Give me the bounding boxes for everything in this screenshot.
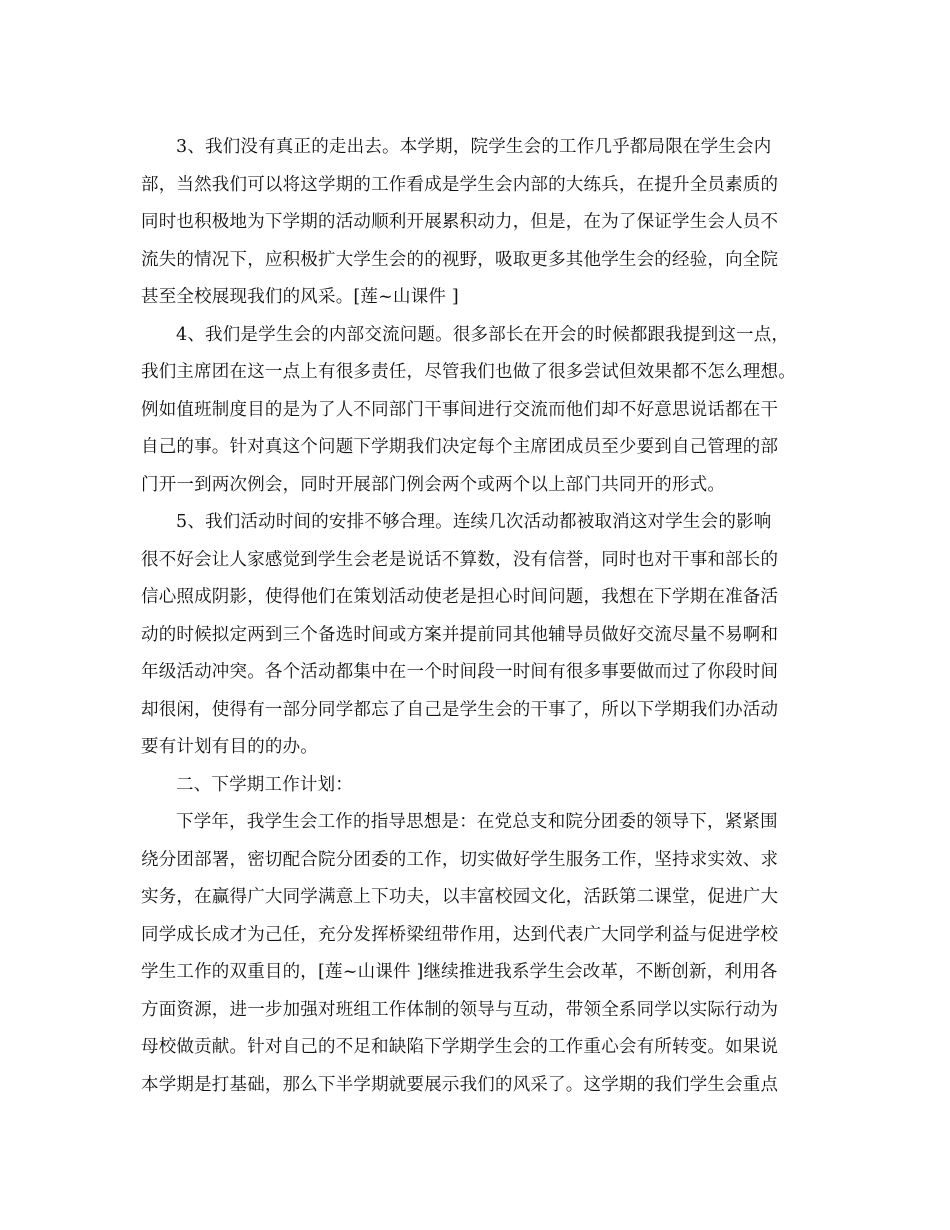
text-line: 部，当然我们可以将这学期的工作看成是学生会内部的大练兵，在提升全员素质的 xyxy=(141,174,779,195)
document-body xyxy=(141,129,813,1104)
text-line: 4、我们是学生会的内部交流问题。很多部长在开会的时候都跟我提到这一点， xyxy=(176,324,790,345)
text-line: 自己的事。针对真这个问题下学期我们决定每个主席团成员至少要到自己管理的部 xyxy=(141,437,779,457)
text-line: 实务，在赢得广大同学满意上下功夫，以丰富校园文化，活跃第二课堂，促进广大 xyxy=(141,887,779,907)
text-line: 母校做贡献。针对自己的不足和缺陷下学期学生会的工作重心会有所转变。如果说 xyxy=(141,1037,779,1057)
text-line: 例如值班制度目的是为了人不同部门干事间进行交流而他们却不好意思说话都在干 xyxy=(141,399,779,420)
text-line: 年级活动冲突。各个活动都集中在一个时间段一时间有很多事要做而过了你段时间 xyxy=(141,662,779,682)
text-line: 甚至全校展现我们的风采。[莲~山课件 ] xyxy=(141,287,459,307)
text-line: 很不好会让人家感觉到学生会老是说话不算数，没有信誉，同时也对干事和部长的 xyxy=(141,549,779,570)
text-line: 5、我们活动时间的安排不够合理。连续几次活动都被取消这对学生会的影响 xyxy=(176,512,772,532)
text-line: 本学期是打基础，那么下半学期就要展示我们的风采了。这学期的我们学生会重点 xyxy=(141,1074,779,1095)
text-line: 同时也积极地为下学期的活动顺利开展累积动力，但是，在为了保证学生会人员不 xyxy=(141,212,779,232)
text-line: 门开一到两次例会，同时开展部门例会两个或两个以上部门共同开的形式。 xyxy=(141,474,726,495)
text-line: 我们主席团在这一点上有很多责任，尽管我们也做了很多尝试但效果都不怎么理想。 xyxy=(141,362,796,382)
text-line: 动的时候拟定两到三个备选时间或方案并提前同其他辅导员做好交流尽量不易啊和 xyxy=(141,624,779,645)
text-line: 要有计划有目的的办。 xyxy=(141,737,318,757)
text-line: 3、我们没有真正的走出去。本学期，院学生会的工作几乎都局限在学生会内 xyxy=(176,137,772,157)
text-line: 绕分团部署，密切配合院分团委的工作，切实做好学生服务工作，坚持求实效、求 xyxy=(141,849,779,870)
section-heading: 二、下学期工作计划： xyxy=(176,774,353,795)
text-line: 却很闲，使得有一部分同学都忘了自己是学生会的干事了，所以下学期我们办活动 xyxy=(141,699,779,720)
text-line: 同学成长成才为己任，充分发挥桥梁纽带作用，达到代表广大同学利益与促进学校 xyxy=(141,924,779,945)
text-line: 学生工作的双重目的，[莲~山课件 ]继续推进我系学生会改革，不断创新，利用各 xyxy=(141,962,778,982)
text-line: 下学年，我学生会工作的指导思想是：在党总支和院分团委的领导下，紧紧围 xyxy=(176,812,778,832)
text-line: 流失的情况下，应积极扩大学生会的的视野，吸取更多其他学生会的经验，向全院 xyxy=(141,249,779,270)
text-line: 方面资源，进一步加强对班组工作体制的领导与互动，带领全系同学以实际行动为 xyxy=(141,999,779,1020)
text-line: 信心照成阴影，使得他们在策划活动使老是担心时间问题，我想在下学期在准备活 xyxy=(141,587,779,607)
